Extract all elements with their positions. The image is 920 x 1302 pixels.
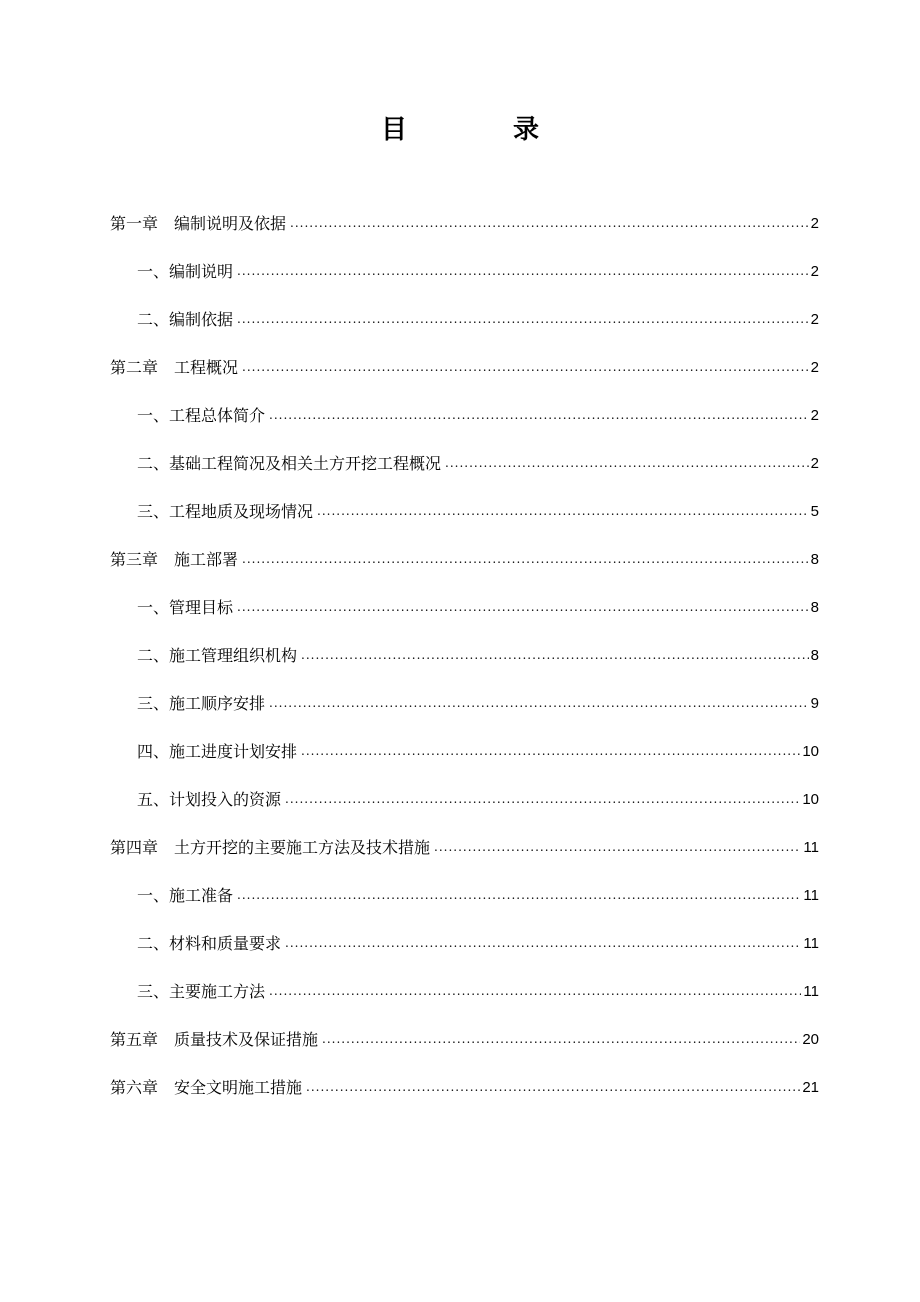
toc-entry-label: 一、编制说明 [137, 262, 234, 281]
toc-entry-chapter-6[interactable] [110, 1060, 819, 1108]
toc-entry-label: 三、工程地质及现场情况 [137, 502, 314, 521]
toc-dot-leader [445, 453, 809, 473]
toc-entry-chapter-4[interactable] [110, 820, 819, 868]
toc-entry-page-number: 11 [803, 935, 819, 952]
toc-entry-page-number: 9 [810, 695, 819, 712]
toc-dot-leader [269, 405, 809, 425]
toc-entry-label: 第一章 编制说明及依据 [110, 214, 287, 233]
toc-dot-leader [242, 549, 809, 569]
toc-entry-page-number: 8 [810, 599, 819, 616]
toc-dot-leader [301, 741, 800, 761]
toc-entry-label: 一、工程总体简介 [137, 406, 266, 425]
toc-entry-label: 二、基础工程简况及相关土方开挖工程概况 [137, 454, 442, 473]
toc-entry-label: 第六章 安全文明施工措施 [110, 1078, 303, 1097]
toc-entry-label: 三、主要施工方法 [137, 982, 266, 1001]
toc-entry-chapter-1[interactable] [110, 196, 819, 244]
toc-entry-chapter-5[interactable] [110, 1012, 819, 1060]
table-of-contents [110, 196, 819, 1108]
toc-entry-label: 三、施工顺序安排 [137, 694, 266, 713]
toc-entry-page-number: 20 [802, 1031, 819, 1048]
toc-entry-page-number: 11 [803, 887, 819, 904]
toc-entry-label: 第三章 施工部署 [110, 550, 239, 569]
toc-dot-leader [269, 981, 801, 1001]
toc-entry-page-number: 2 [810, 455, 819, 472]
toc-entry-page-number: 8 [810, 647, 819, 664]
toc-entry-chapter-2[interactable] [110, 340, 819, 388]
toc-dot-leader [242, 357, 809, 377]
toc-title: 目 录 [380, 115, 579, 145]
toc-entry-label: 四、施工进度计划安排 [137, 742, 298, 761]
toc-entry-section-3-5[interactable] [110, 772, 819, 820]
toc-entry-page-number: 10 [802, 791, 819, 808]
toc-entry-label: 第四章 土方开挖的主要施工方法及技术措施 [110, 838, 431, 857]
toc-entry-label: 第二章 工程概况 [110, 358, 239, 377]
toc-entry-section-4-2[interactable] [110, 916, 819, 964]
toc-dot-leader [301, 645, 809, 665]
toc-dot-leader [269, 693, 809, 713]
toc-entry-page-number: 11 [803, 839, 819, 856]
toc-entry-page-number: 2 [810, 215, 819, 232]
toc-entry-section-2-2[interactable] [110, 436, 819, 484]
toc-entry-page-number: 21 [802, 1079, 819, 1096]
toc-dot-leader [237, 885, 801, 905]
toc-entry-page-number: 2 [810, 311, 819, 328]
toc-entry-label: 一、管理目标 [137, 598, 234, 617]
toc-entry-chapter-3[interactable] [110, 532, 819, 580]
toc-entry-page-number: 2 [810, 263, 819, 280]
toc-dot-leader [317, 501, 809, 521]
toc-entry-section-3-1[interactable] [110, 580, 819, 628]
toc-entry-page-number: 2 [810, 407, 819, 424]
toc-entry-label: 五、计划投入的资源 [137, 790, 282, 809]
toc-dot-leader [237, 597, 809, 617]
toc-entry-section-2-3[interactable] [110, 484, 819, 532]
toc-dot-leader [237, 309, 809, 329]
toc-entry-label: 二、材料和质量要求 [137, 934, 282, 953]
toc-dot-leader [285, 789, 800, 809]
toc-entry-label: 一、施工准备 [137, 886, 234, 905]
toc-entry-section-1-1[interactable] [110, 244, 819, 292]
toc-entry-label: 第五章 质量技术及保证措施 [110, 1030, 319, 1049]
toc-entry-label: 二、施工管理组织机构 [137, 646, 298, 665]
toc-dot-leader [237, 261, 809, 281]
toc-entry-section-4-1[interactable] [110, 868, 819, 916]
toc-entry-section-3-4[interactable] [110, 724, 819, 772]
toc-entry-section-4-3[interactable] [110, 964, 819, 1012]
toc-entry-section-1-2[interactable] [110, 292, 819, 340]
toc-dot-leader [285, 933, 801, 953]
toc-entry-page-number: 5 [810, 503, 819, 520]
toc-entry-page-number: 8 [810, 551, 819, 568]
toc-entry-label: 二、编制依据 [137, 310, 234, 329]
toc-entry-section-3-2[interactable] [110, 628, 819, 676]
toc-entry-page-number: 11 [803, 983, 819, 1000]
toc-entry-section-3-3[interactable] [110, 676, 819, 724]
toc-dot-leader [322, 1029, 800, 1049]
toc-entry-page-number: 10 [802, 743, 819, 760]
toc-entry-page-number: 2 [810, 359, 819, 376]
toc-dot-leader [290, 213, 809, 233]
toc-dot-leader [434, 837, 801, 857]
toc-dot-leader [306, 1077, 800, 1097]
toc-entry-section-2-1[interactable] [110, 388, 819, 436]
